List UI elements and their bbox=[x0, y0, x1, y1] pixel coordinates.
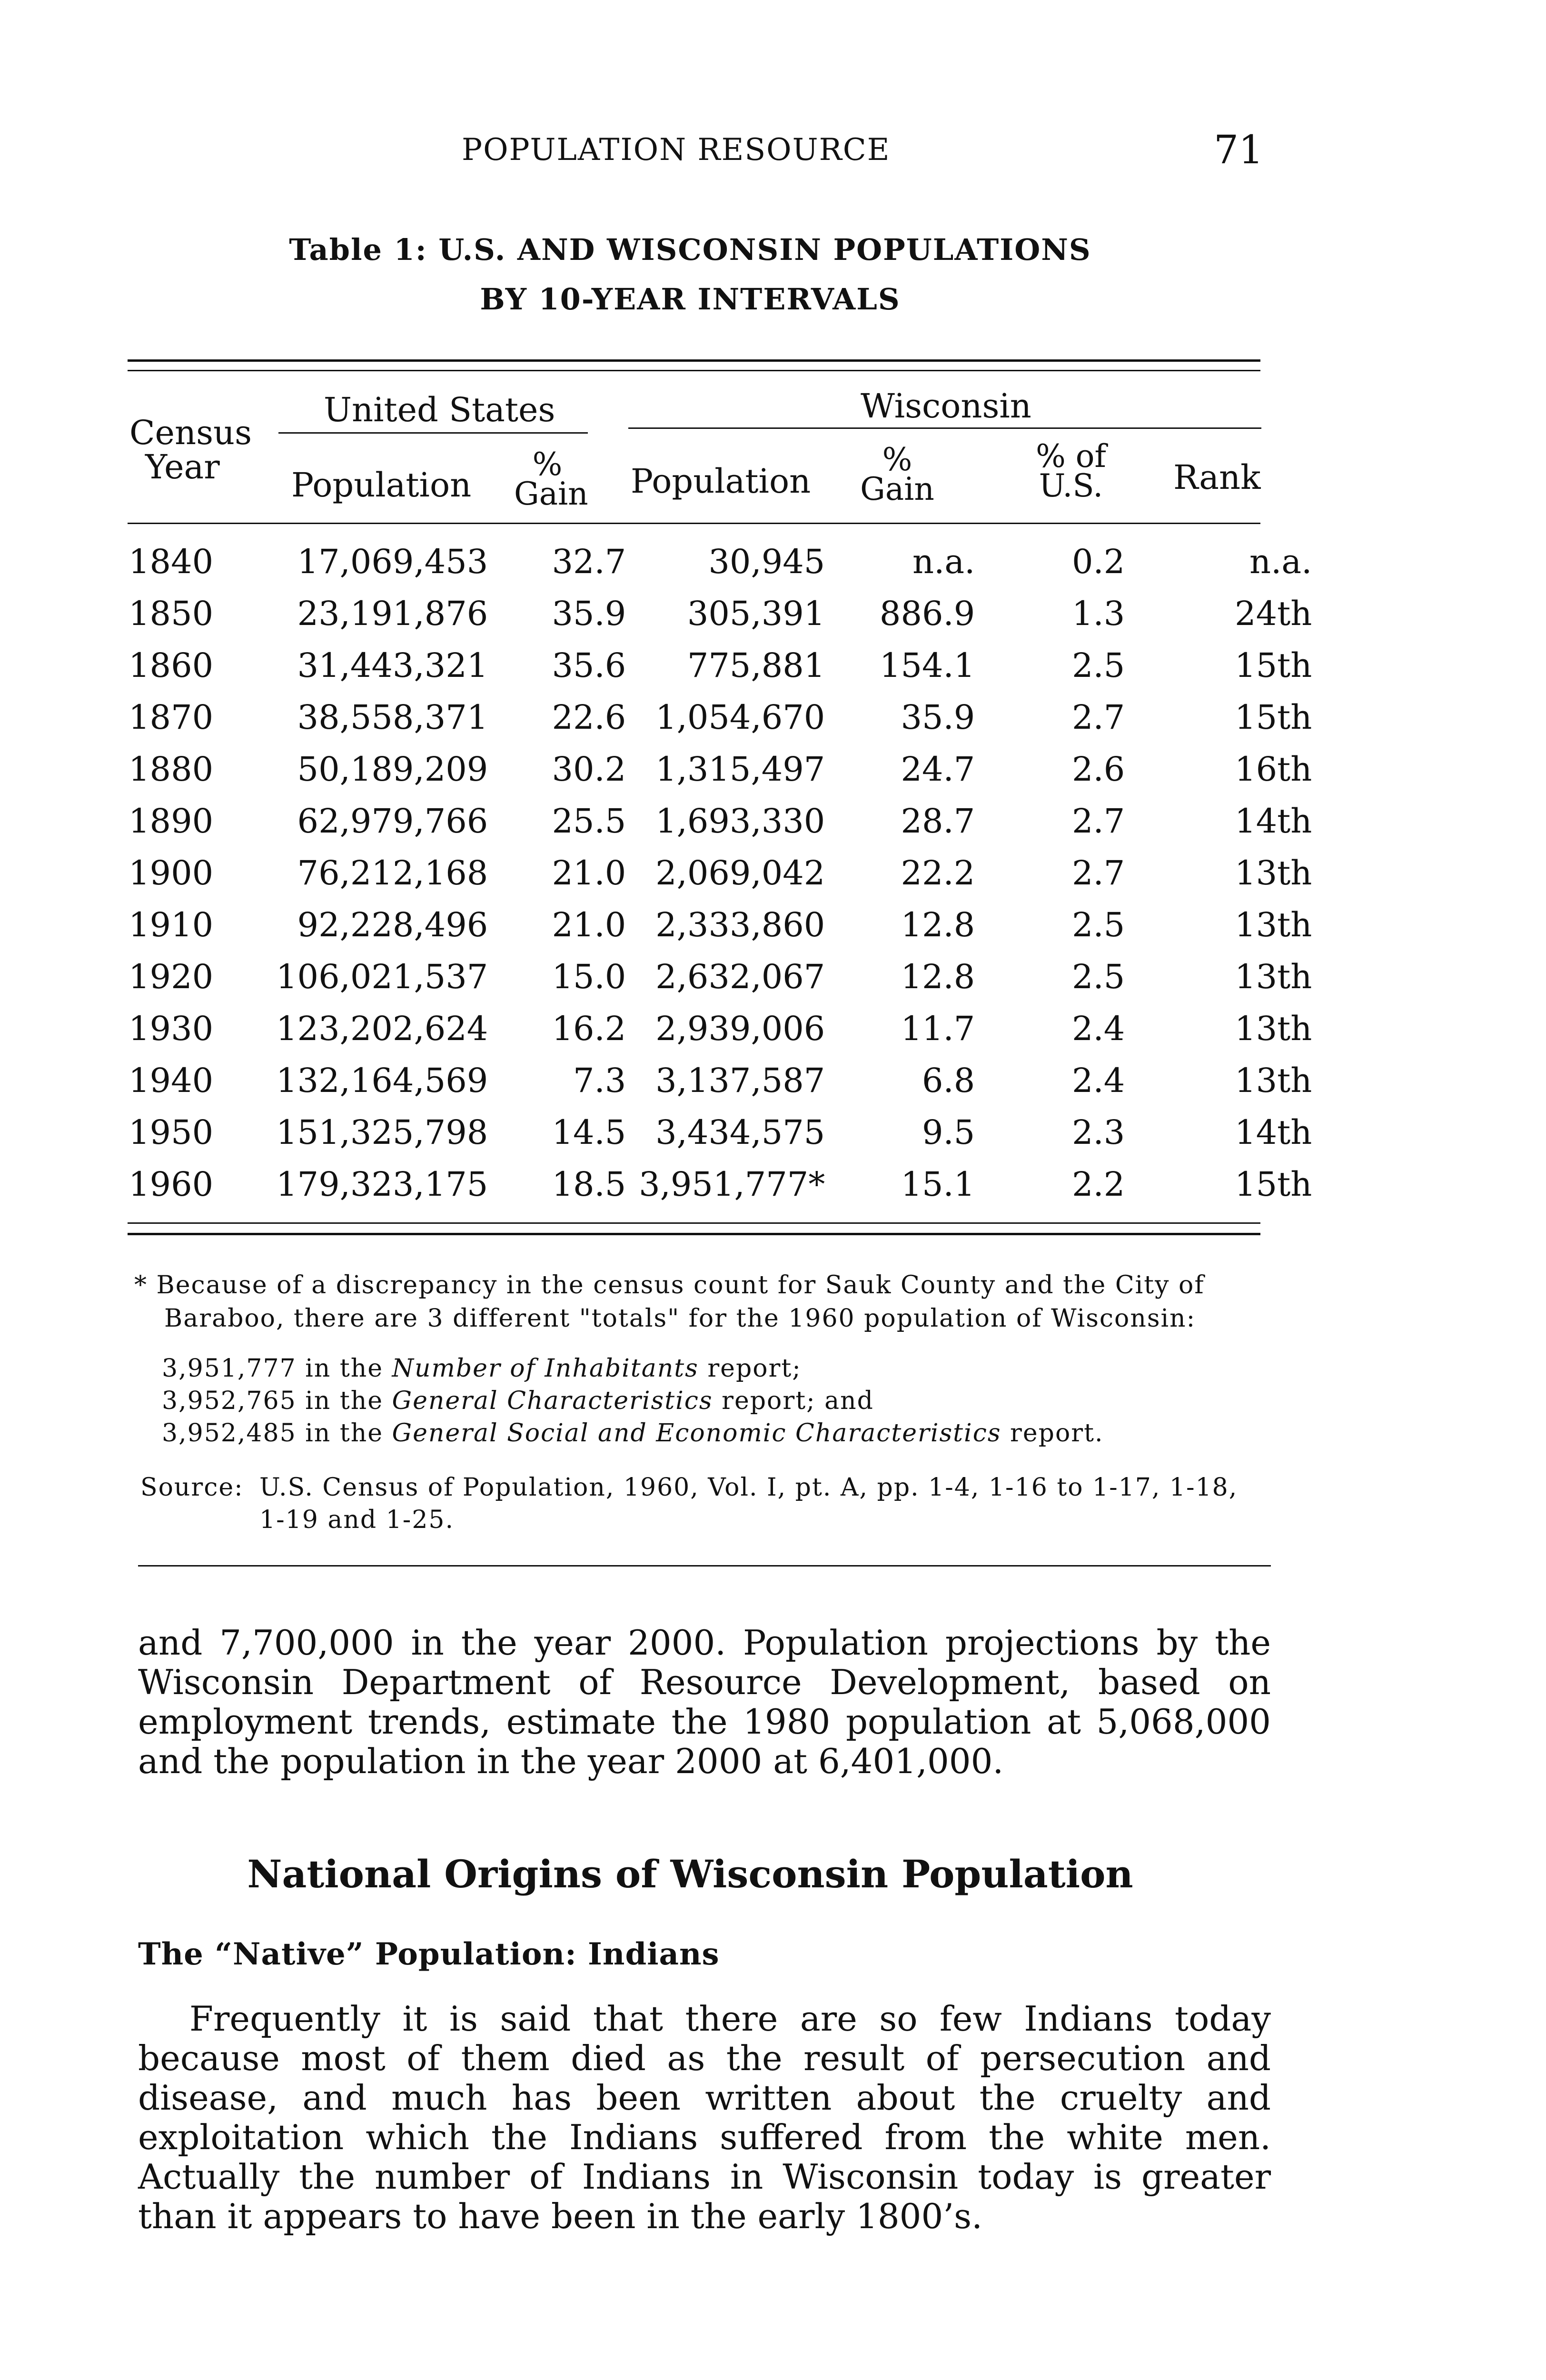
wi-pct-of-us-cell: 2.3 bbox=[1072, 1112, 1125, 1152]
us-population-cell: 151,325,798 bbox=[276, 1112, 488, 1152]
us-population-cell: 50,189,209 bbox=[297, 749, 488, 789]
census-year-cell: 1860 bbox=[129, 645, 214, 685]
us-pct-gain-cell: 25.5 bbox=[552, 801, 626, 841]
table-row bbox=[129, 1054, 1312, 1106]
census-year-cell: 1920 bbox=[129, 957, 214, 996]
us-pct-gain-cell: 21.0 bbox=[552, 853, 626, 892]
wi-pct-of-us-cell: 2.4 bbox=[1072, 1009, 1125, 1048]
table-row bbox=[129, 587, 1312, 639]
wi-pct-gain-cell: n.a. bbox=[912, 542, 975, 581]
source-line2: 1-19 and 1-25. bbox=[259, 1506, 455, 1534]
us-population-cell: 76,212,168 bbox=[297, 853, 488, 892]
item1-value: 3,951,777 in the bbox=[162, 1354, 383, 1383]
item3-report: General Social and Economic Characteristics bbox=[392, 1419, 1001, 1448]
column-header-wi-population: Population bbox=[631, 462, 811, 501]
column-header-year: Year bbox=[145, 447, 220, 486]
census-year-cell: 1930 bbox=[129, 1009, 214, 1048]
wi-pct-gain-cell: 28.7 bbox=[901, 801, 975, 841]
source-label: Source: bbox=[140, 1473, 244, 1502]
footnote-item2 bbox=[162, 1384, 874, 1418]
footnote-line1: * Because of a discrepancy in the census count for Sauk County and the City of bbox=[134, 1271, 1205, 1299]
item1-tail: report; bbox=[707, 1354, 802, 1383]
wi-pct-of-us-cell: 2.5 bbox=[1072, 957, 1125, 996]
census-year-cell: 1900 bbox=[129, 853, 214, 892]
table-bottom-rule-2 bbox=[128, 1233, 1260, 1235]
us-pct-gain-cell: 35.9 bbox=[552, 594, 626, 633]
table-row bbox=[129, 691, 1312, 743]
table-row bbox=[129, 899, 1312, 951]
us-pct-gain-cell: 15.0 bbox=[552, 957, 626, 996]
wi-pct-of-us-cell: 2.7 bbox=[1072, 697, 1125, 737]
paragraph-2: Frequently it is said that there are so few Indians today because most of them died as the result of persecution and disease, and much has been written about the cruelty and exploitation which the Indians suffered from the white men. Actually the number of Indians in Wisconsin today is greater than it appears to have been in the early 1800’s. bbox=[138, 1999, 1271, 2236]
us-population-cell: 123,202,624 bbox=[276, 1009, 488, 1048]
footnote-item1 bbox=[162, 1352, 802, 1385]
gain-label: Gain bbox=[860, 471, 934, 507]
table-row bbox=[129, 847, 1312, 899]
us-group-rule bbox=[278, 432, 588, 434]
column-header-census: Census bbox=[129, 413, 252, 452]
wi-population-cell: 2,939,006 bbox=[655, 1009, 825, 1048]
column-header-rank: Rank bbox=[1173, 458, 1261, 497]
wi-rank-cell: 14th bbox=[1235, 801, 1312, 841]
us-pct-gain-cell: 32.7 bbox=[552, 542, 626, 581]
table-header-rule bbox=[128, 523, 1260, 524]
table-row bbox=[129, 795, 1312, 847]
wi-population-cell: 775,881 bbox=[687, 645, 825, 685]
wi-rank-cell: 15th bbox=[1235, 645, 1312, 685]
wi-population-cell: 2,632,067 bbox=[655, 957, 825, 996]
table-row bbox=[129, 1002, 1312, 1054]
wi-population-cell: 3,951,777* bbox=[639, 1164, 825, 1204]
column-header-us-pct-gain bbox=[514, 446, 588, 512]
footnote-line2: Baraboo, there are 3 different "totals" for the 1960 population of Wisconsin: bbox=[164, 1304, 1196, 1333]
footnote-rule bbox=[138, 1565, 1271, 1567]
wi-population-cell: 1,054,670 bbox=[655, 697, 825, 737]
us-population-cell: 23,191,876 bbox=[297, 594, 488, 633]
wi-pct-of-us-cell: 0.2 bbox=[1072, 542, 1125, 581]
item3-tail: report. bbox=[1010, 1419, 1104, 1448]
wi-population-cell: 2,069,042 bbox=[655, 853, 825, 892]
section-heading: National Origins of Wisconsin Population bbox=[247, 1852, 1133, 1896]
table-title-line1: Table 1: U.S. AND WISCONSIN POPULATIONS bbox=[289, 232, 1091, 267]
wi-population-cell: 1,693,330 bbox=[655, 801, 825, 841]
table-row bbox=[129, 1106, 1312, 1158]
us-population-cell: 38,558,371 bbox=[297, 697, 488, 737]
wi-pct-of-us-cell: 2.4 bbox=[1072, 1061, 1125, 1100]
us-pct-gain-cell: 7.3 bbox=[573, 1061, 626, 1100]
us-population-cell: 17,069,453 bbox=[297, 542, 488, 581]
us-pct-gain-cell: 14.5 bbox=[552, 1112, 626, 1152]
wi-group-rule bbox=[628, 427, 1261, 429]
table-row bbox=[129, 743, 1312, 795]
wi-pct-gain-cell: 15.1 bbox=[901, 1164, 975, 1204]
table-title-line2: BY 10-YEAR INTERVALS bbox=[480, 282, 901, 317]
wi-pct-gain-cell: 12.8 bbox=[901, 957, 975, 996]
wi-rank-cell: 13th bbox=[1235, 853, 1312, 892]
item1-report: Number of Inhabitants bbox=[392, 1354, 699, 1383]
census-year-cell: 1850 bbox=[129, 594, 214, 633]
wi-pct-gain-cell: 35.9 bbox=[901, 697, 975, 737]
wi-pct-of-us-cell: 2.6 bbox=[1072, 749, 1125, 789]
us-pct-gain-cell: 30.2 bbox=[552, 749, 626, 789]
wi-rank-cell: 14th bbox=[1235, 1112, 1312, 1152]
running-head: POPULATION RESOURCE bbox=[462, 132, 891, 168]
wi-population-cell: 3,137,587 bbox=[655, 1061, 825, 1100]
wi-rank-cell: 13th bbox=[1235, 1061, 1312, 1100]
wi-population-cell: 3,434,575 bbox=[655, 1112, 825, 1152]
census-year-cell: 1910 bbox=[129, 905, 214, 944]
wi-pct-of-us-cell: 2.5 bbox=[1072, 905, 1125, 944]
wi-population-cell: 2,333,860 bbox=[655, 905, 825, 944]
wi-pct-gain-cell: 22.2 bbox=[901, 853, 975, 892]
gain-label: Gain bbox=[514, 476, 588, 512]
wi-population-cell: 305,391 bbox=[687, 594, 825, 633]
us-pct-gain-cell: 16.2 bbox=[552, 1009, 626, 1048]
us-population-cell: 179,323,175 bbox=[276, 1164, 488, 1204]
wi-pct-of-us-cell: 2.7 bbox=[1072, 853, 1125, 892]
table-row bbox=[129, 536, 1312, 587]
pct-symbol: % bbox=[532, 446, 563, 483]
us-population-cell: 106,021,537 bbox=[276, 957, 488, 996]
table-row bbox=[129, 1158, 1312, 1210]
pct-symbol: % bbox=[882, 441, 912, 478]
wi-rank-cell: 16th bbox=[1235, 749, 1312, 789]
wi-pct-of-us-cell: 1.3 bbox=[1072, 594, 1125, 633]
footnote-item3 bbox=[162, 1417, 1104, 1450]
wi-pct-gain-cell: 9.5 bbox=[922, 1112, 975, 1152]
us-population-cell: 92,228,496 bbox=[297, 905, 488, 944]
wi-pct-of-us-cell: 2.2 bbox=[1072, 1164, 1125, 1204]
us-pct-gain-cell: 35.6 bbox=[552, 645, 626, 685]
census-year-cell: 1940 bbox=[129, 1061, 214, 1100]
item2-value: 3,952,765 in the bbox=[162, 1387, 383, 1415]
page-number: 71 bbox=[1214, 128, 1264, 173]
group-header-united-states: United States bbox=[324, 390, 555, 429]
group-header-wisconsin: Wisconsin bbox=[861, 387, 1031, 426]
census-year-cell: 1870 bbox=[129, 697, 214, 737]
table-bottom-rule bbox=[128, 1222, 1260, 1224]
us-population-cell: 31,443,321 bbox=[297, 645, 488, 685]
population-table bbox=[129, 536, 1312, 1210]
table-row bbox=[129, 951, 1312, 1002]
wi-rank-cell: 24th bbox=[1235, 594, 1312, 633]
wi-pct-gain-cell: 154.1 bbox=[879, 645, 975, 685]
wi-rank-cell: 13th bbox=[1235, 1009, 1312, 1048]
us-pct-gain-cell: 21.0 bbox=[552, 905, 626, 944]
column-header-pct-of-us bbox=[1026, 438, 1116, 504]
us-pct-gain-cell: 22.6 bbox=[552, 697, 626, 737]
us-pct-gain-cell: 18.5 bbox=[552, 1164, 626, 1204]
wi-rank-cell: n.a. bbox=[1249, 542, 1312, 581]
wi-rank-cell: 15th bbox=[1235, 697, 1312, 737]
wi-pct-gain-cell: 886.9 bbox=[879, 594, 975, 633]
census-year-cell: 1960 bbox=[129, 1164, 214, 1204]
wi-pct-of-us-cell: 2.5 bbox=[1072, 645, 1125, 685]
source-line1: U.S. Census of Population, 1960, Vol. I, pt. A, pp. 1-4, 1-16 to 1-17, 1-18, bbox=[259, 1473, 1238, 1502]
wi-pct-gain-cell: 24.7 bbox=[901, 749, 975, 789]
census-year-cell: 1840 bbox=[129, 542, 214, 581]
table-top-rule bbox=[128, 359, 1260, 362]
paragraph-1: and 7,700,000 in the year 2000. Population projections by the Wisconsin Department of Resource Development, based on employment trends, estimate the 1980 population at 5,068,000 and the population in the year 2000 at 6,401,000. bbox=[138, 1623, 1271, 1781]
subheading: The “Native” Population: Indians bbox=[138, 1936, 720, 1972]
item2-report: General Characteristics bbox=[392, 1387, 713, 1415]
wi-rank-cell: 13th bbox=[1235, 957, 1312, 996]
wi-population-cell: 1,315,497 bbox=[655, 749, 825, 789]
wi-pct-of-us-cell: 2.7 bbox=[1072, 801, 1125, 841]
item3-value: 3,952,485 in the bbox=[162, 1419, 383, 1448]
us-population-cell: 62,979,766 bbox=[297, 801, 488, 841]
wi-rank-cell: 15th bbox=[1235, 1164, 1312, 1204]
census-year-cell: 1950 bbox=[129, 1112, 214, 1152]
column-header-wi-pct-gain bbox=[857, 441, 938, 507]
census-year-cell: 1890 bbox=[129, 801, 214, 841]
us-label: U.S. bbox=[1039, 467, 1103, 504]
pct-of-label: % of bbox=[1036, 438, 1106, 475]
wi-pct-gain-cell: 12.8 bbox=[901, 905, 975, 944]
us-population-cell: 132,164,569 bbox=[276, 1061, 488, 1100]
item2-tail: report; and bbox=[722, 1387, 874, 1415]
census-year-cell: 1880 bbox=[129, 749, 214, 789]
wi-pct-gain-cell: 6.8 bbox=[922, 1061, 975, 1100]
wi-rank-cell: 13th bbox=[1235, 905, 1312, 944]
wi-population-cell: 30,945 bbox=[708, 542, 825, 581]
wi-pct-gain-cell: 11.7 bbox=[901, 1009, 975, 1048]
table-top-rule-2 bbox=[128, 370, 1260, 371]
column-header-us-population: Population bbox=[291, 466, 472, 505]
table-row bbox=[129, 639, 1312, 691]
